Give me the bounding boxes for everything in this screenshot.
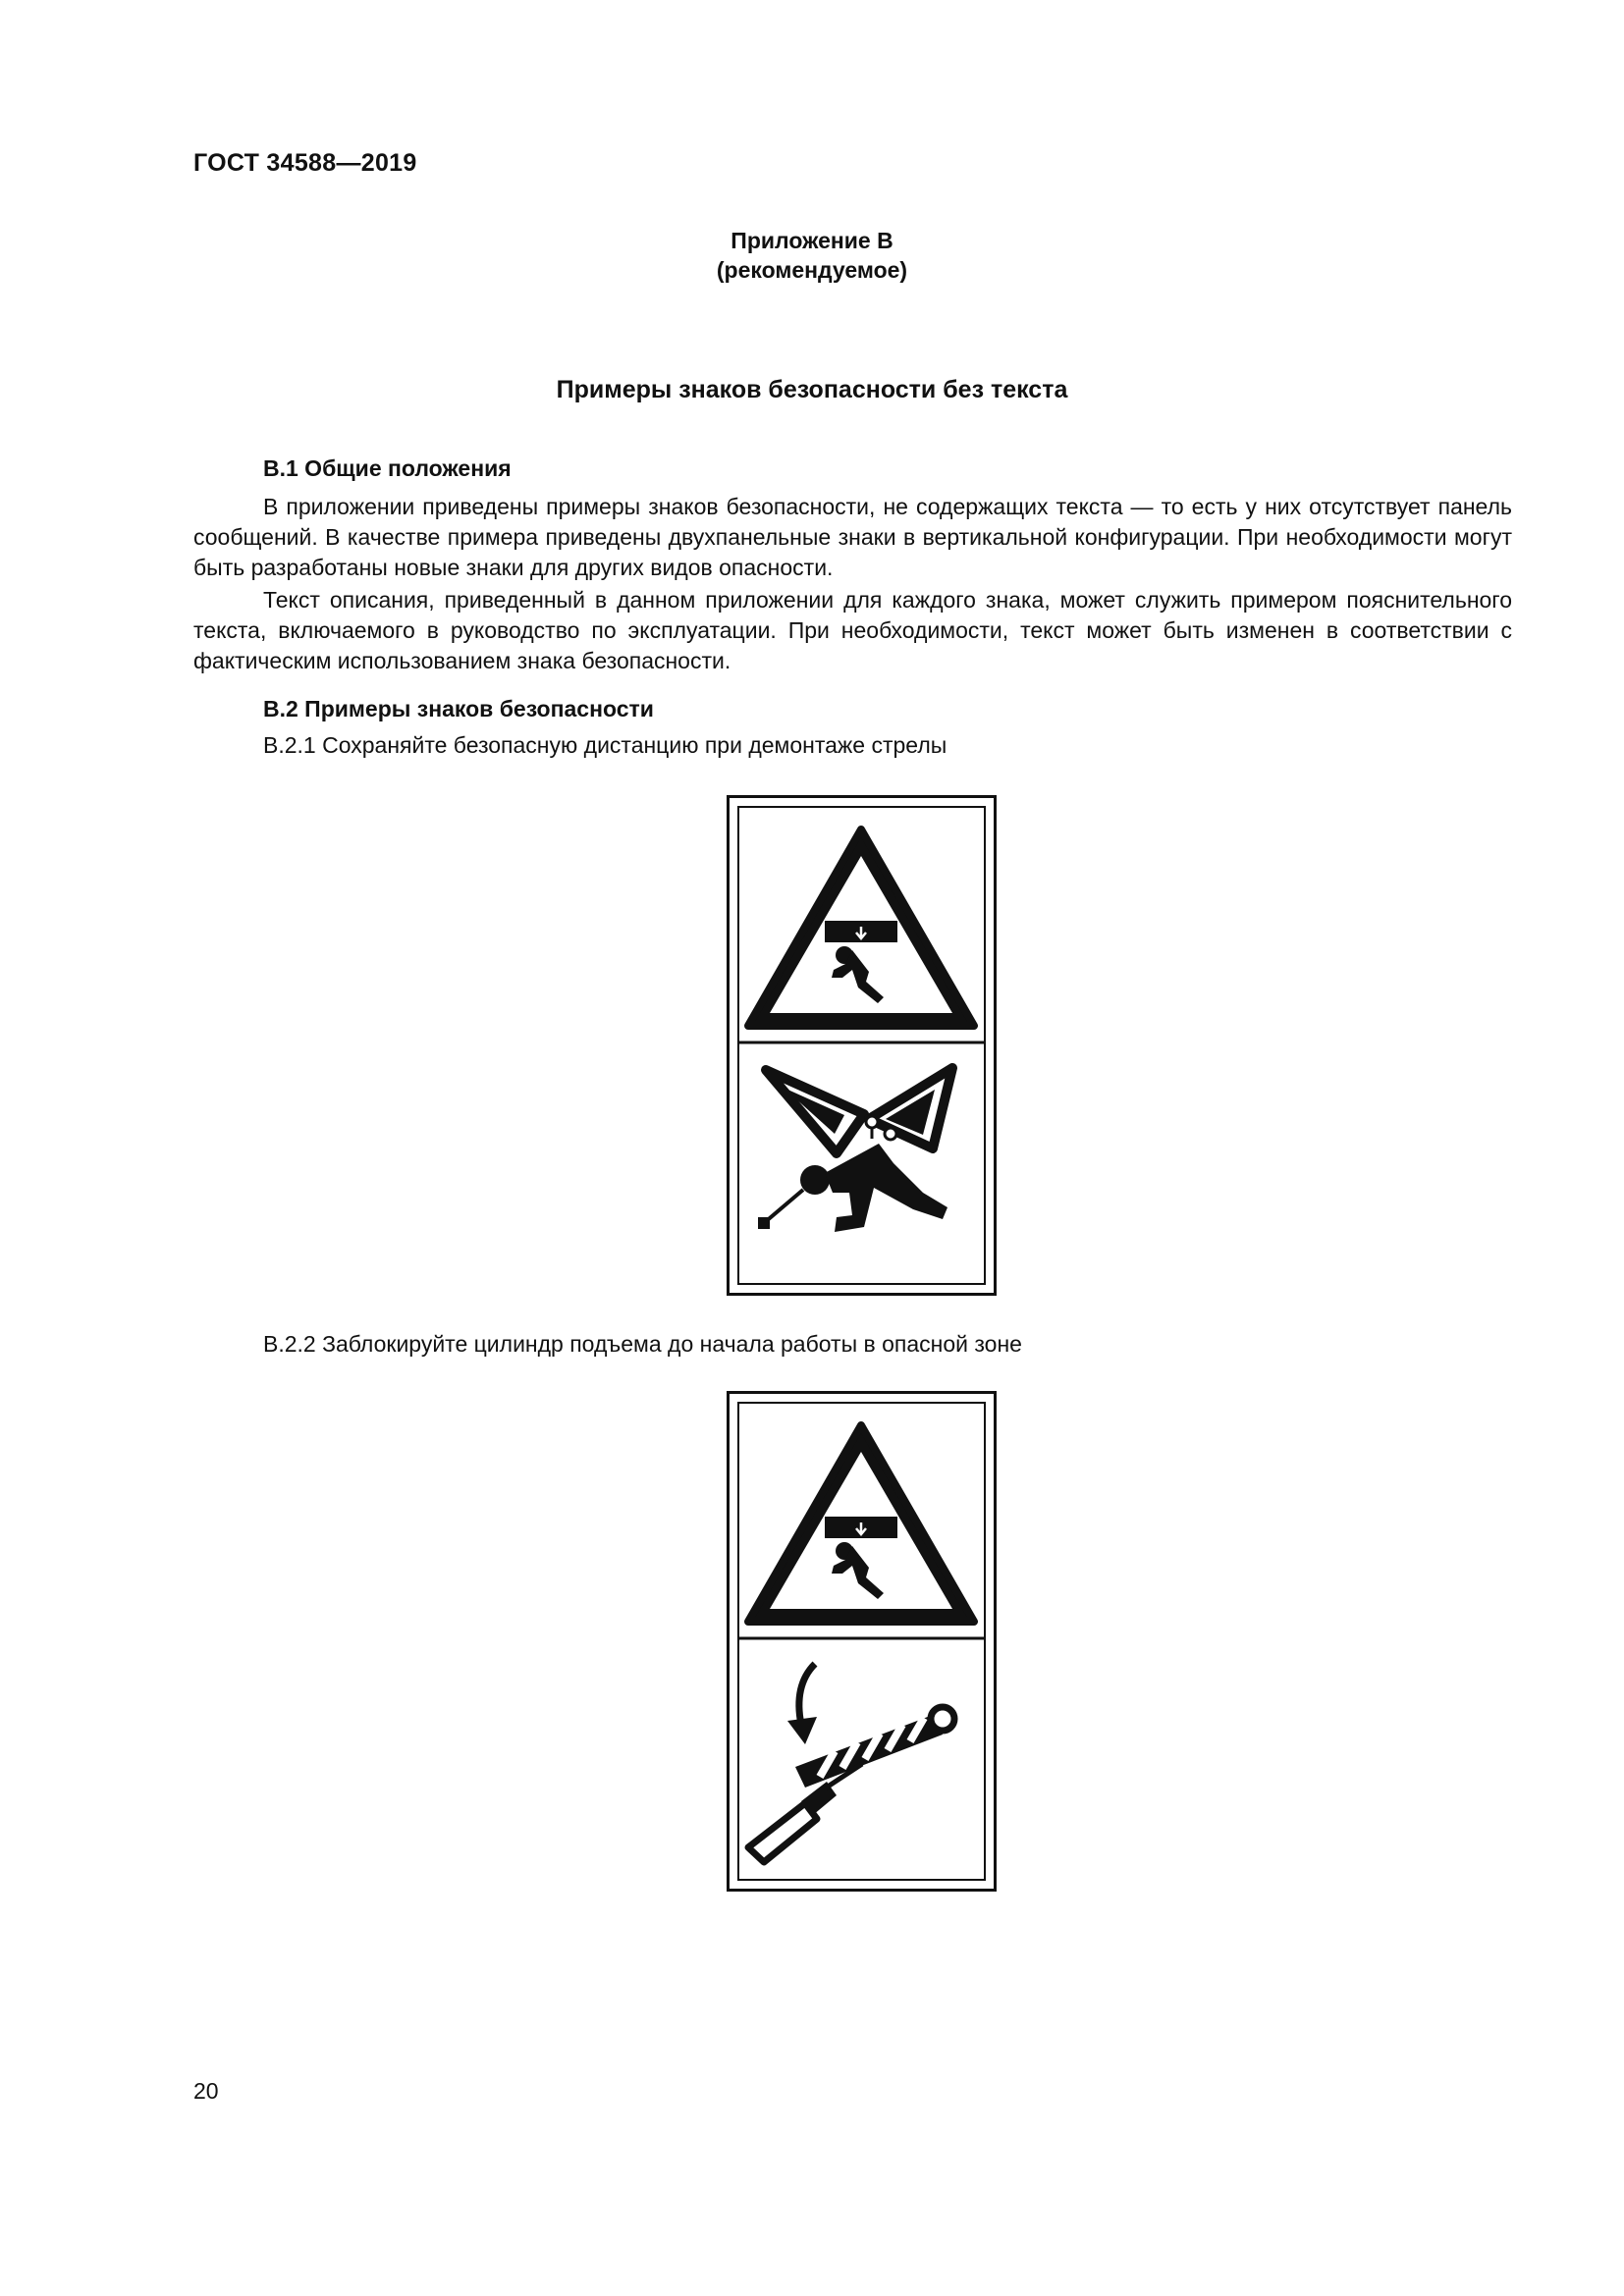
section-b1-paragraph-2: Текст описания, приведенный в данном приложении для каждого знака, может служить примером пояснительного текста, включаемого в руководство по эксплуатации. При необходимости, текст может быть изменен в соответствии с фактическим использованием знака безопасности. (193, 587, 1512, 673)
document-header: ГОСТ 34588—2019 (193, 149, 417, 177)
section-b1-heading: В.1 Общие положения (263, 455, 512, 481)
page-number: 20 (193, 2078, 219, 2104)
appendix-status: (рекомендуемое) (716, 257, 908, 283)
appendix-label: Приложение В (731, 228, 893, 253)
section-b2-heading: В.2 Примеры знаков безопасности (263, 696, 654, 721)
safety-sign-boom-dismantling (727, 795, 997, 1296)
appendix-title: Примеры знаков безопасности без текста (556, 376, 1068, 403)
section-b1-paragraph-1: В приложении приведены примеры знаков безопасности, не содержащих текста — то есть у них отсутствует панель сообщений. В качестве примера приведены двухпанельные знаки в вертикальной конфигурации. При необходимости могут быть разработаны новые знаки для других видов опасности. (193, 494, 1512, 580)
item-b21-label: В.2.1 Сохраняйте безопасную дистанцию при демонтаже стрелы (263, 732, 947, 758)
item-b22-label: В.2.2 Заблокируйте цилиндр подъема до начала работы в опасной зоне (263, 1331, 1022, 1357)
safety-sign-cylinder-lock (727, 1391, 997, 1892)
